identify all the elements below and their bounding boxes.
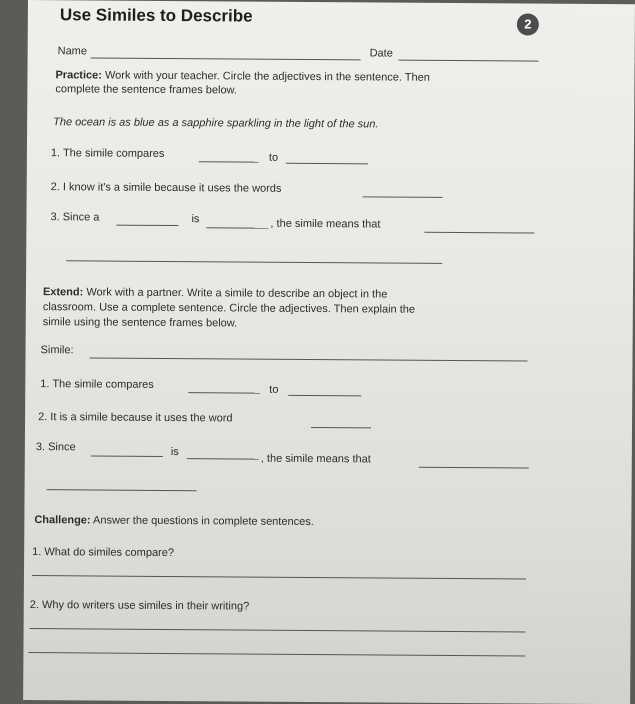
challenge-instruction bbox=[34, 514, 314, 528]
practice-q1-part-2: to bbox=[268, 151, 279, 164]
extend-instruction-line-3: simile using the sentence frames below. bbox=[42, 316, 238, 330]
extend-instruction-line-2: classroom. Use a complete sentence. Circle the adjectives. Then explain the bbox=[42, 301, 416, 316]
practice-instruction-line-2: complete the sentence frames below. bbox=[55, 83, 238, 97]
practice-q2: 2. I know it's a simile because it uses the words bbox=[50, 181, 282, 195]
extend-instruction-line-1 bbox=[43, 286, 387, 300]
extend-q1-blank-2 bbox=[288, 395, 361, 397]
extend-q1-part-1: 1. The simile compares bbox=[40, 378, 154, 391]
extend-q3-part-1: 3. Since bbox=[35, 441, 76, 454]
practice-q3-part-1: 3. Since a bbox=[50, 211, 100, 224]
worksheet-title: Use Similes to Describe bbox=[59, 5, 253, 26]
extend-q3-blank-1 bbox=[91, 455, 163, 457]
challenge-q1: 1. What do similes compare? bbox=[32, 546, 175, 560]
challenge-label: Challenge: bbox=[34, 514, 91, 527]
extend-q3-part-3: , the simile means that bbox=[260, 452, 371, 466]
date-blank bbox=[399, 60, 539, 62]
name-blank bbox=[91, 57, 361, 60]
practice-example-sentence: The ocean is as blue as a sapphire sparkling in the light of the sun. bbox=[53, 116, 379, 131]
practice-instruction-line-1 bbox=[55, 69, 429, 84]
practice-q1-blank-1 bbox=[199, 161, 259, 162]
extend-q3-part-2: is bbox=[170, 446, 179, 459]
practice-instruction-text-1: Work with your teacher. Circle the adjectives in the sentence. Then bbox=[104, 69, 430, 84]
challenge-q2-answer-line-1 bbox=[30, 628, 526, 632]
name-label: Name bbox=[57, 45, 88, 58]
extend-q3-blank-4 bbox=[47, 489, 197, 491]
extend-simile-blank bbox=[89, 357, 527, 361]
page-number-badge: 2 bbox=[517, 13, 539, 35]
practice-q3-blank-3 bbox=[424, 232, 534, 234]
challenge-q1-answer-line bbox=[32, 575, 526, 579]
extend-q2: 2. It is a simile because it uses the word bbox=[38, 411, 233, 425]
challenge-q2-answer-line-2 bbox=[28, 652, 525, 656]
extend-q2-blank bbox=[311, 427, 371, 428]
practice-q3-part-3: , the simile means that bbox=[270, 217, 381, 231]
practice-q3-blank-2 bbox=[206, 227, 268, 228]
practice-q3-part-2: is bbox=[191, 213, 200, 226]
practice-q1-part-1: 1. The simile compares bbox=[50, 147, 165, 160]
extend-q1-part-2: to bbox=[269, 383, 279, 396]
practice-q1-blank-2 bbox=[286, 163, 368, 165]
extend-simile-label: Simile: bbox=[40, 344, 74, 357]
challenge-q2: 2. Why do writers use similes in their writing? bbox=[29, 599, 250, 613]
practice-q3-blank-4 bbox=[66, 260, 442, 264]
practice-label: Practice: bbox=[55, 69, 103, 82]
worksheet-page bbox=[23, 0, 635, 704]
practice-q3-blank-1 bbox=[116, 225, 178, 226]
date-label: Date bbox=[369, 47, 393, 60]
extend-label: Extend: bbox=[42, 286, 84, 299]
challenge-instruction-text: Answer the questions in complete sentences. bbox=[93, 514, 314, 529]
practice-q2-blank bbox=[363, 196, 443, 198]
extend-instruction-text-1: Work with a partner. Write a simile to describe an object in the bbox=[86, 286, 388, 301]
extend-q3-blank-3 bbox=[419, 467, 529, 469]
extend-q3-blank-2 bbox=[187, 458, 259, 460]
extend-q1-blank-1 bbox=[188, 392, 260, 394]
